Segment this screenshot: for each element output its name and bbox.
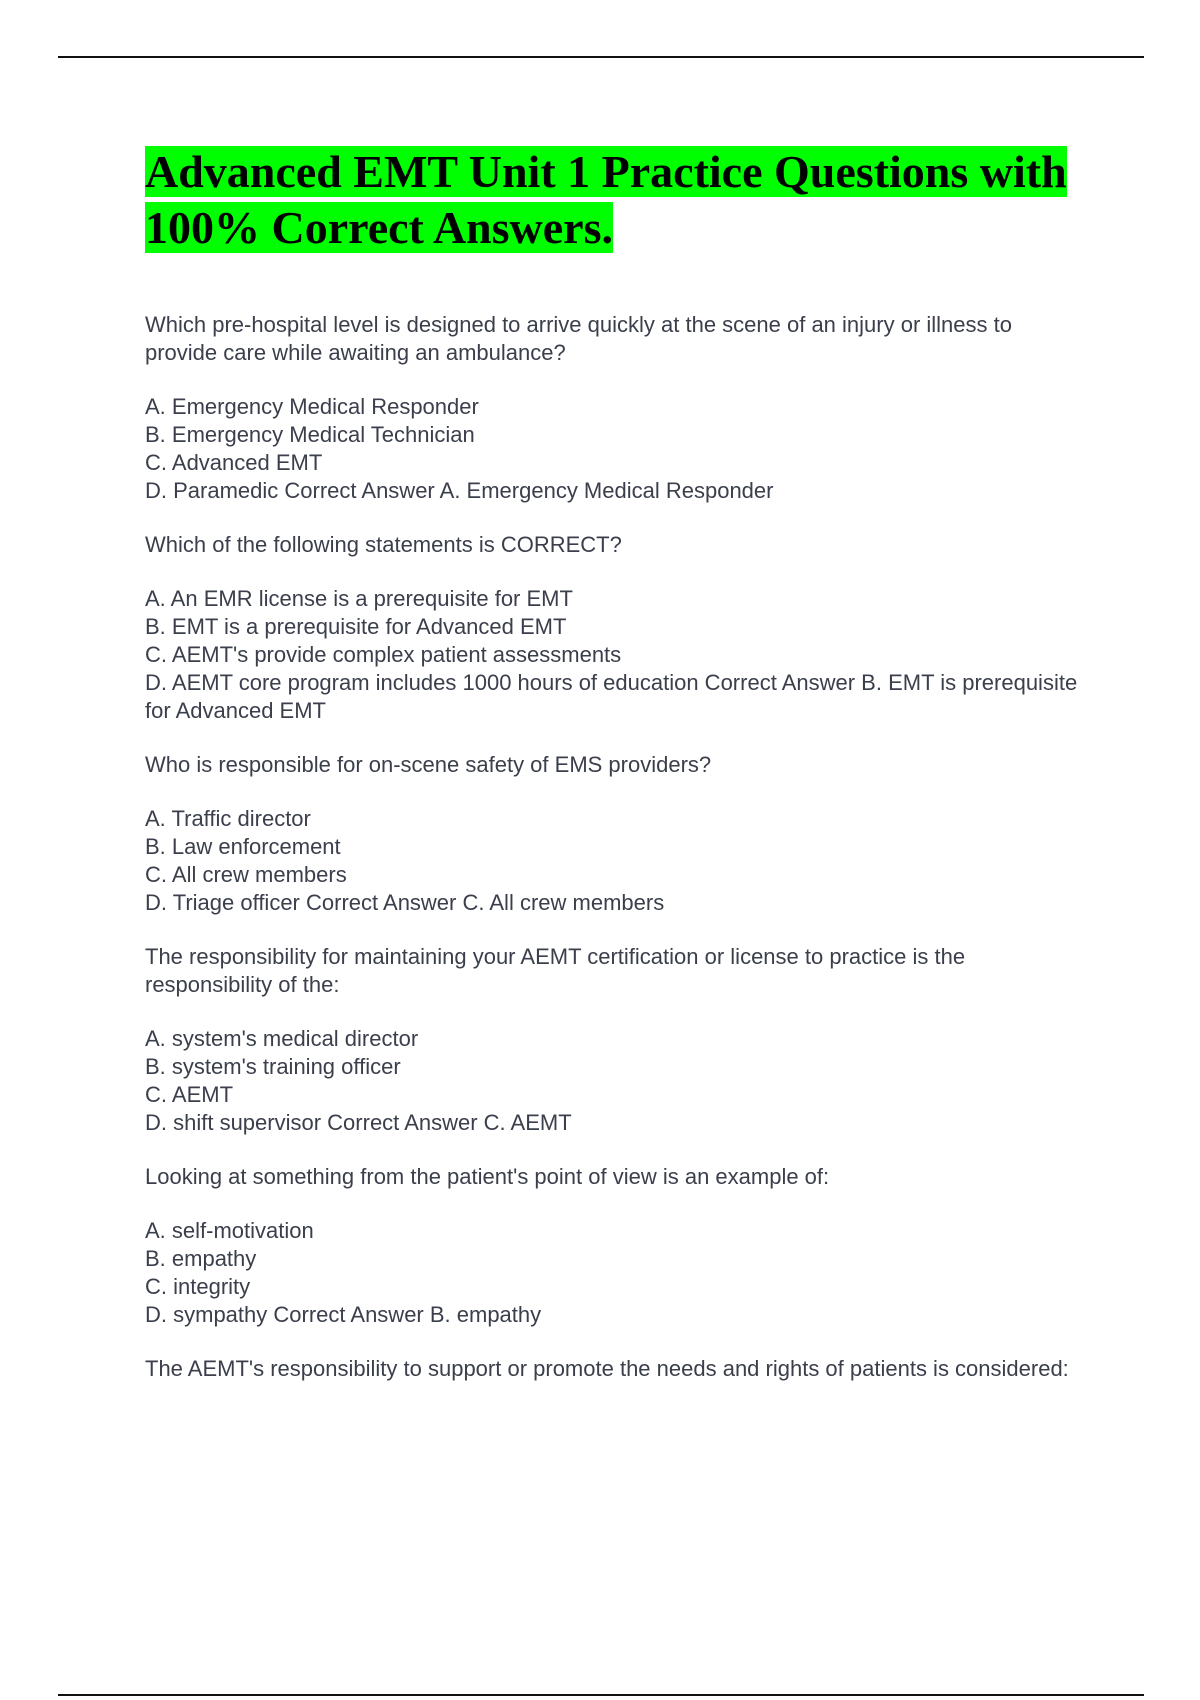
question-block-1 bbox=[145, 311, 1085, 505]
option-list bbox=[145, 585, 1085, 725]
option-list bbox=[145, 1217, 1085, 1329]
question-block-6 bbox=[145, 1355, 1085, 1383]
question-list bbox=[145, 311, 1085, 1383]
option-d-with-answer: D. shift supervisor Correct Answer C. AEMT bbox=[145, 1110, 572, 1135]
question-text: Who is responsible for on-scene safety of EMS providers? bbox=[145, 752, 712, 777]
option-list bbox=[145, 393, 1085, 505]
option-a: A. system's medical director bbox=[145, 1026, 419, 1051]
question-block-5 bbox=[145, 1163, 1085, 1329]
option-d-with-answer: D. Paramedic Correct Answer A. Emergency Medical Responder bbox=[145, 478, 774, 503]
option-c: C. All crew members bbox=[145, 862, 347, 887]
option-b: B. empathy bbox=[145, 1246, 257, 1271]
question-text: Which of the following statements is CORRECT? bbox=[145, 532, 622, 557]
document-title bbox=[145, 144, 1085, 256]
option-a: A. Emergency Medical Responder bbox=[145, 394, 479, 419]
question-text: The responsibility for maintaining your AEMT certification or license to practice is the responsibility of the: bbox=[145, 944, 966, 997]
option-c: C. AEMT's provide complex patient assessments bbox=[145, 642, 622, 667]
option-c: C. Advanced EMT bbox=[145, 450, 323, 475]
option-d-with-answer: D. AEMT core program includes 1000 hours of education Correct Answer B. EMT is prerequisite for Advanced EMT bbox=[145, 670, 1078, 723]
option-b: B. EMT is a prerequisite for Advanced EMT bbox=[145, 614, 567, 639]
option-d-with-answer: D. sympathy Correct Answer B. empathy bbox=[145, 1302, 542, 1327]
bottom-rule bbox=[58, 1694, 1144, 1696]
option-a: A. An EMR license is a prerequisite for EMT bbox=[145, 586, 573, 611]
question-text: Looking at something from the patient's point of view is an example of: bbox=[145, 1164, 830, 1189]
option-a: A. self-motivation bbox=[145, 1218, 314, 1243]
option-a: A. Traffic director bbox=[145, 806, 311, 831]
question-block-2 bbox=[145, 531, 1085, 725]
option-c: C. integrity bbox=[145, 1274, 251, 1299]
question-text: Which pre-hospital level is designed to arrive quickly at the scene of an injury or illness to provide care while awaiting an ambulance? bbox=[145, 312, 1012, 365]
option-d-with-answer: D. Triage officer Correct Answer C. All crew members bbox=[145, 890, 665, 915]
option-b: B. system's training officer bbox=[145, 1054, 401, 1079]
option-b: B. Emergency Medical Technician bbox=[145, 422, 475, 447]
option-list bbox=[145, 805, 1085, 917]
document-title-highlight: Advanced EMT Unit 1 Practice Questions with 100% Correct Answers. bbox=[145, 146, 1067, 253]
top-rule bbox=[58, 56, 1144, 58]
question-block-4 bbox=[145, 943, 1085, 1137]
option-b: B. Law enforcement bbox=[145, 834, 341, 859]
option-list bbox=[145, 1025, 1085, 1137]
option-c: C. AEMT bbox=[145, 1082, 234, 1107]
question-text: The AEMT's responsibility to support or promote the needs and rights of patients is considered: bbox=[145, 1356, 1069, 1381]
document-body bbox=[145, 144, 1085, 1409]
question-block-3 bbox=[145, 751, 1085, 917]
